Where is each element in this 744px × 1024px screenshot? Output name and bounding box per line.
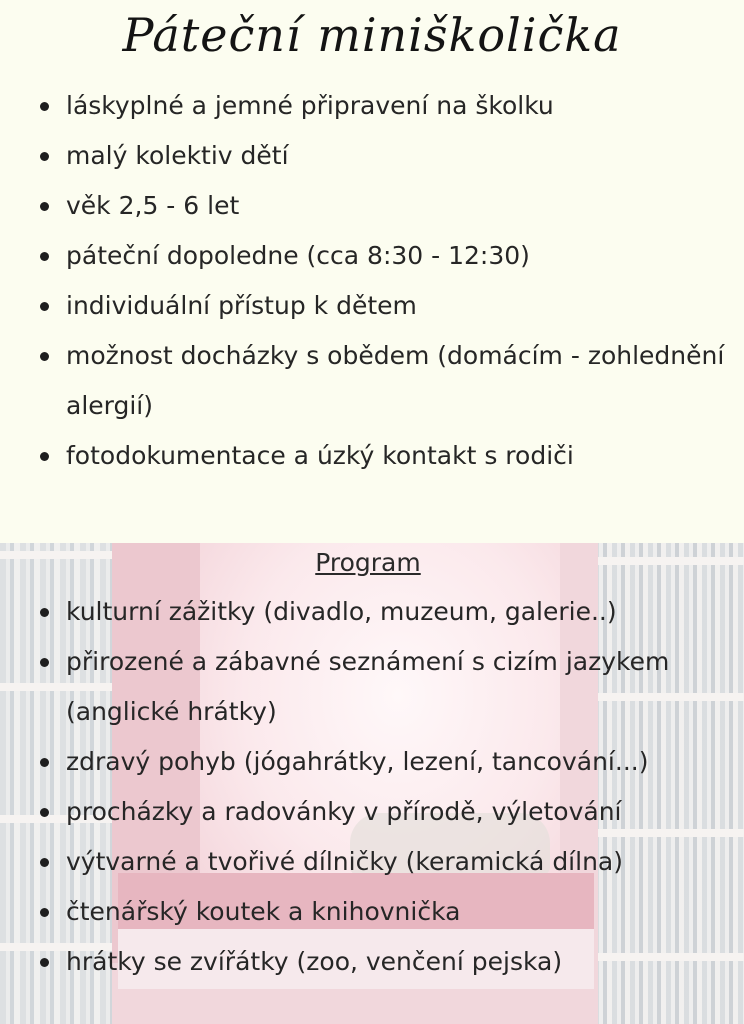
page-title: Páteční miniškolička [122,8,622,62]
list-item: malý kolektiv dětí [36,131,726,181]
program-heading: Program [315,548,421,577]
list-item: přirozené a zábavné seznámení s cizím jazykem (anglické hrátky) [36,637,736,737]
list-item: fotodokumentace a úzký kontakt s rodiči [36,431,726,481]
list-item: výtvarné a tvořivé dílničky (keramická dílna) [36,837,736,887]
list-item: procházky a radovánky v přírodě, výletování [36,787,736,837]
list-item: možnost docházky s obědem (domácím - zohlednění alergií) [36,331,726,431]
list-item: láskyplné a jemné připravení na školku [36,81,726,131]
program-list [36,587,736,987]
list-item: věk 2,5 - 6 let [36,181,726,231]
list-item: čtenářský koutek a knihovnička [36,887,736,937]
list-item: páteční dopoledne (cca 8:30 - 12:30) [36,231,726,281]
list-item: zdravý pohyb (jógahrátky, lezení, tancování...) [36,737,736,787]
list-item: individuální přístup k dětem [36,281,726,331]
list-item: hrátky se zvířátky (zoo, venčení pejska) [36,937,736,987]
list-item: kulturní zážitky (divadlo, muzeum, galerie..) [36,587,736,637]
feature-list [36,81,726,481]
